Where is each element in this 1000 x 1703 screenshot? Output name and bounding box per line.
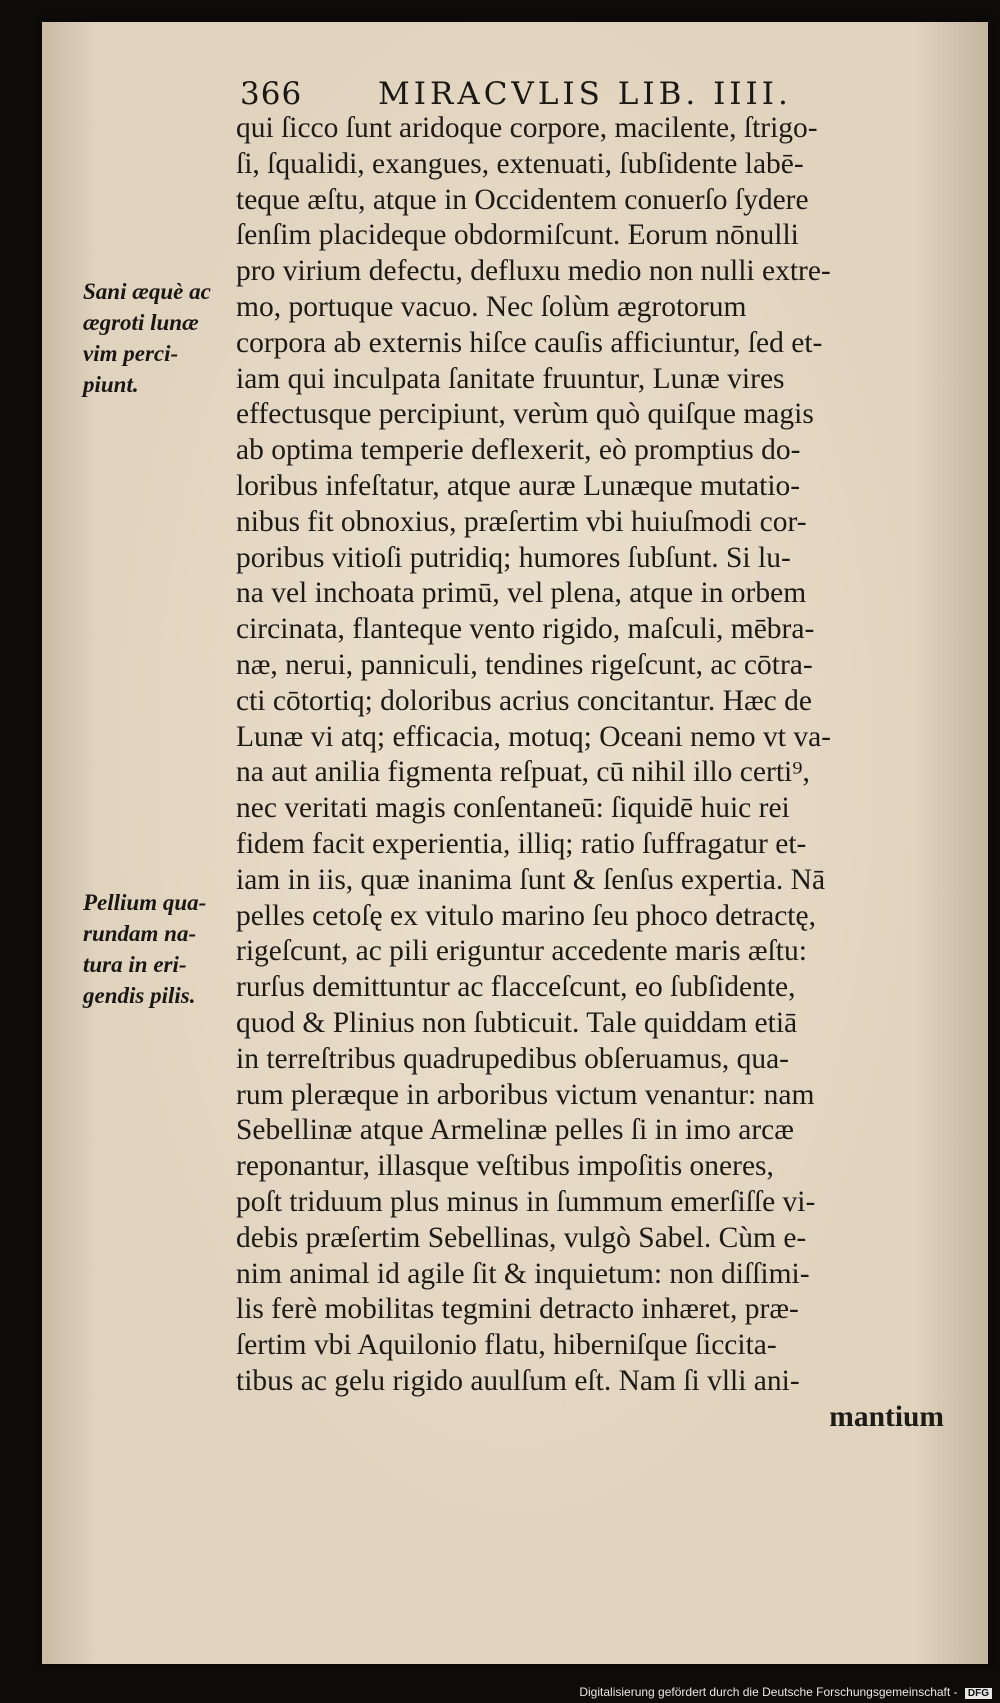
marginal-note-line: vim perci- (83, 341, 179, 366)
text-line: in terreſtribus quadrupedibus obſeruamus, qua- (236, 1042, 789, 1075)
marginal-note-line: rundam na- (83, 921, 197, 946)
text-line: ab optima temperie deflexerit, eò promptius do- (236, 434, 801, 467)
text-line: rum pleræque in arboribus victum venantur: nam (236, 1078, 815, 1111)
marginal-note-line: tura in eri- (83, 952, 187, 977)
marginal-note-line: gendis pilis. (83, 983, 196, 1008)
catchword: mantium (829, 1400, 944, 1433)
text-line: na vel inchoata primū, vel plena, atque in orbem (236, 577, 807, 610)
text-line: fidem facit experientia, illiq; ratio ſuffragatur et- (236, 827, 807, 860)
text-line: pelles cetoſę ex vitulo marino ſeu phoco detractę, (236, 899, 816, 932)
marginal-note-1 (83, 276, 243, 400)
text-line: quod & Plinius non ſubticuit. Tale quiddam etiā (236, 1006, 798, 1039)
credit-text: Digitalisierung gefördert durch die Deutsche Forschungsgemeinschaft - (579, 1685, 958, 1699)
text-line: tibus ac gelu rigido auulſum eſt. Nam ſi vlli ani- (236, 1364, 800, 1397)
text-line: reponantur, illasque veſtibus impoſitis oneres, (236, 1150, 774, 1183)
text-line: Lunæ vi atq; efficacia, motuq; Oceani nemo vt va- (236, 720, 831, 753)
text-line: Sebellinæ atque Armelinæ pelles ſi in imo arcæ (236, 1114, 794, 1147)
text-line: ſenſim placideque obdormiſcunt. Eorum nōnulli (236, 219, 799, 252)
text-line: rurſus demittuntur ac flacceſcunt, eo ſubſidente, (236, 971, 796, 1004)
text-line: effectusque percipiunt, verùm quò quiſque magis (236, 398, 814, 431)
page-number: 366 (240, 76, 303, 112)
text-line: loribus infeſtatur, atque auræ Lunæque mutatio- (236, 469, 801, 502)
text-line: circinata, flanteque vento rigido, maſculi, mēbra- (236, 613, 815, 646)
text-line: lis ferè mobilitas tegmini detracto inhæret, præ- (236, 1293, 799, 1326)
text-line: qui ſicco ſunt aridoque corpore, macilente, ſtrigo- (236, 112, 818, 144)
running-title: MIRACVLIS LIB. IIII. (378, 76, 792, 112)
text-line: corpora ab externis hiſce cauſis afficiuntur, ſed et- (236, 326, 823, 359)
dfg-logo: DFG (965, 1688, 992, 1699)
text-line: poſt triduum plus minus in ſummum emerſiſſe vi- (236, 1185, 816, 1218)
text-line: mo, portuque vacuo. Nec ſolùm ægrotorum (236, 290, 747, 323)
body-text (236, 111, 952, 1435)
marginal-note-2 (83, 887, 243, 1011)
text-line: iam in iis, quæ inanima ſunt & ſenſus expertia. Nā (236, 863, 826, 896)
text-line: iam qui inculpata ſanitate fruuntur, Lunæ vires (236, 362, 785, 395)
marginal-note-line: Pellium qua- (83, 890, 207, 915)
text-line: teque æſtu, atque in Occidentem conuerſo ſydere (236, 183, 809, 216)
running-header (240, 76, 960, 116)
text-line: nec veritati magis conſentaneū: ſiquidē huic rei (236, 792, 790, 825)
marginal-note-line: Sani æquè ac (83, 279, 211, 304)
text-line: ſi, ſqualidi, exangues, extenuati, ſubſidente labē- (236, 147, 804, 180)
marginal-note-line: piunt. (83, 372, 139, 397)
digitization-credit (579, 1685, 992, 1699)
text-line: na aut anilia figmenta reſpuat, cū nihil illo certi⁹, (236, 756, 810, 789)
text-line: nibus fit obnoxius, præſertim vbi huiuſmodi cor- (236, 505, 807, 538)
text-line: næ, nerui, panniculi, tendines rigeſcunt, ac cōtra- (236, 648, 813, 681)
text-line: rigeſcunt, ac pili eriguntur accedente maris æſtu: (236, 935, 807, 968)
text-line: ſertim vbi Aquilonio flatu, hiberniſque ſiccita- (236, 1329, 777, 1362)
text-line: poribus vitioſi putridiq; humores ſubſunt. Si lu- (236, 541, 791, 574)
text-line: cti cōtortiq; doloribus acrius concitantur. Hæc de (236, 684, 812, 717)
marginal-note-line: ægroti lunæ (83, 310, 199, 335)
text-line: debis præſertim Sebellinas, vulgò Sabel. Cùm e- (236, 1221, 807, 1254)
text-line: pro virium defectu, defluxu medio non nulli extre- (236, 255, 831, 288)
text-line: nim animal id agile ſit & inquietum: non diſſimi- (236, 1257, 810, 1290)
